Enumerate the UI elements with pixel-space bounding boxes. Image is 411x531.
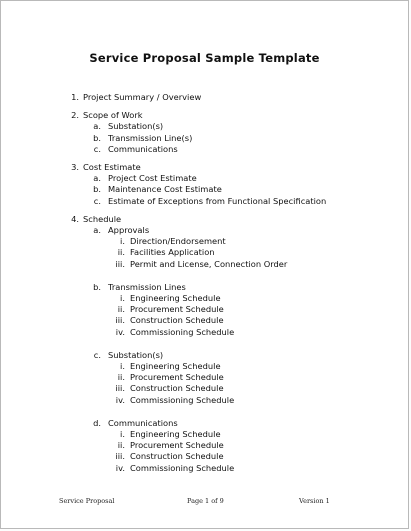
outline-subitem-label: Construction Schedule — [130, 315, 224, 326]
outline-item-number: b. — [93, 281, 101, 292]
footer-page-number: Page 1 of 9 — [187, 497, 224, 505]
outline-item-number: b. — [93, 132, 101, 143]
outline-section-label: Project Summary / Overview — [83, 92, 202, 102]
outline-item-number: b. — [93, 184, 101, 195]
outline-subitem-label: Commissioning Schedule — [130, 326, 235, 337]
outline-subitem-label: Engineering Schedule — [130, 361, 221, 371]
outline-subitem-number: iii. — [115, 258, 125, 269]
outline-item-number: c. — [93, 195, 101, 206]
outline-item-label: Approvals — [108, 225, 150, 235]
outline-item-label: Project Cost Estimate — [108, 173, 197, 184]
outline-subitem-number: i. — [120, 429, 125, 439]
footer-doc-name: Service Proposal — [59, 497, 115, 505]
outline-subitem-label: Procurement Schedule — [130, 304, 224, 315]
outline-section-label: Scope of Work — [83, 110, 143, 121]
outline-subitem-label: Procurement Schedule — [130, 372, 224, 383]
outline-item-label: Substation(s) — [108, 121, 164, 132]
outline-subitem-label: Commissioning Schedule — [130, 394, 235, 405]
outline-item-number: a. — [93, 173, 101, 184]
outline-subitem-number: ii. — [117, 247, 125, 258]
outline-item-label: Transmission Lines — [108, 281, 186, 292]
outline-item-label: Estimate of Exceptions from Functional Specification — [108, 195, 327, 206]
outline-item-label: Communications — [108, 417, 178, 428]
outline-subitem-label: Construction Schedule — [130, 451, 224, 462]
outline-subitem-number: ii. — [117, 304, 125, 315]
outline-subitem-label: Procurement Schedule — [130, 440, 224, 451]
outline-subitem-number: iv. — [115, 326, 125, 337]
outline-section-label: Schedule — [83, 213, 122, 224]
outline-item-number: c. — [93, 143, 101, 154]
outline-subitem-number: iv. — [115, 462, 125, 473]
outline-subitem-number: ii. — [117, 440, 125, 451]
outline-item-number: c. — [93, 349, 101, 360]
outline-section-number: 1. — [71, 92, 79, 102]
outline-item-number: d. — [93, 417, 101, 428]
outline-subitem-number: i. — [120, 236, 125, 247]
outline-section-number: 3. — [71, 162, 79, 172]
outline-item-label: Communications — [108, 143, 178, 154]
outline-subitem-number: iii. — [115, 315, 125, 326]
outline-subitem-number: ii. — [117, 372, 125, 383]
outline-subitem-label: Construction Schedule — [130, 383, 224, 394]
outline-subitem-label: Engineering Schedule — [130, 429, 221, 439]
footer-version: Version 1 — [299, 497, 330, 505]
outline-subitem-number: i. — [120, 293, 125, 303]
outline-item-label: Substation(s) — [108, 349, 164, 360]
outline-subitem-label: Facilities Application — [130, 247, 215, 258]
outline-item-label: Maintenance Cost Estimate — [108, 184, 222, 195]
outline-item-number: a. — [93, 121, 101, 132]
outline-item-label: Transmission Line(s) — [108, 132, 193, 143]
outline-section-number: 2. — [71, 110, 79, 121]
outline-subitem-number: iii. — [115, 383, 125, 394]
outline-subitem-label: Engineering Schedule — [130, 293, 221, 303]
outline-subitem-number: iv. — [115, 394, 125, 405]
outline-section-label: Cost Estimate — [83, 162, 141, 172]
outline-subitem-label: Commissioning Schedule — [130, 462, 235, 473]
outline-subitem-label: Permit and License, Connection Order — [130, 258, 288, 269]
outline-subitem-number: i. — [120, 361, 125, 371]
outline-subitem-number: iii. — [115, 451, 125, 462]
outline-subitem-label: Direction/Endorsement — [130, 236, 226, 247]
outline-section-number: 4. — [71, 213, 79, 224]
document-title: Service Proposal Sample Template — [89, 51, 320, 65]
outline-item-number: a. — [93, 225, 101, 235]
